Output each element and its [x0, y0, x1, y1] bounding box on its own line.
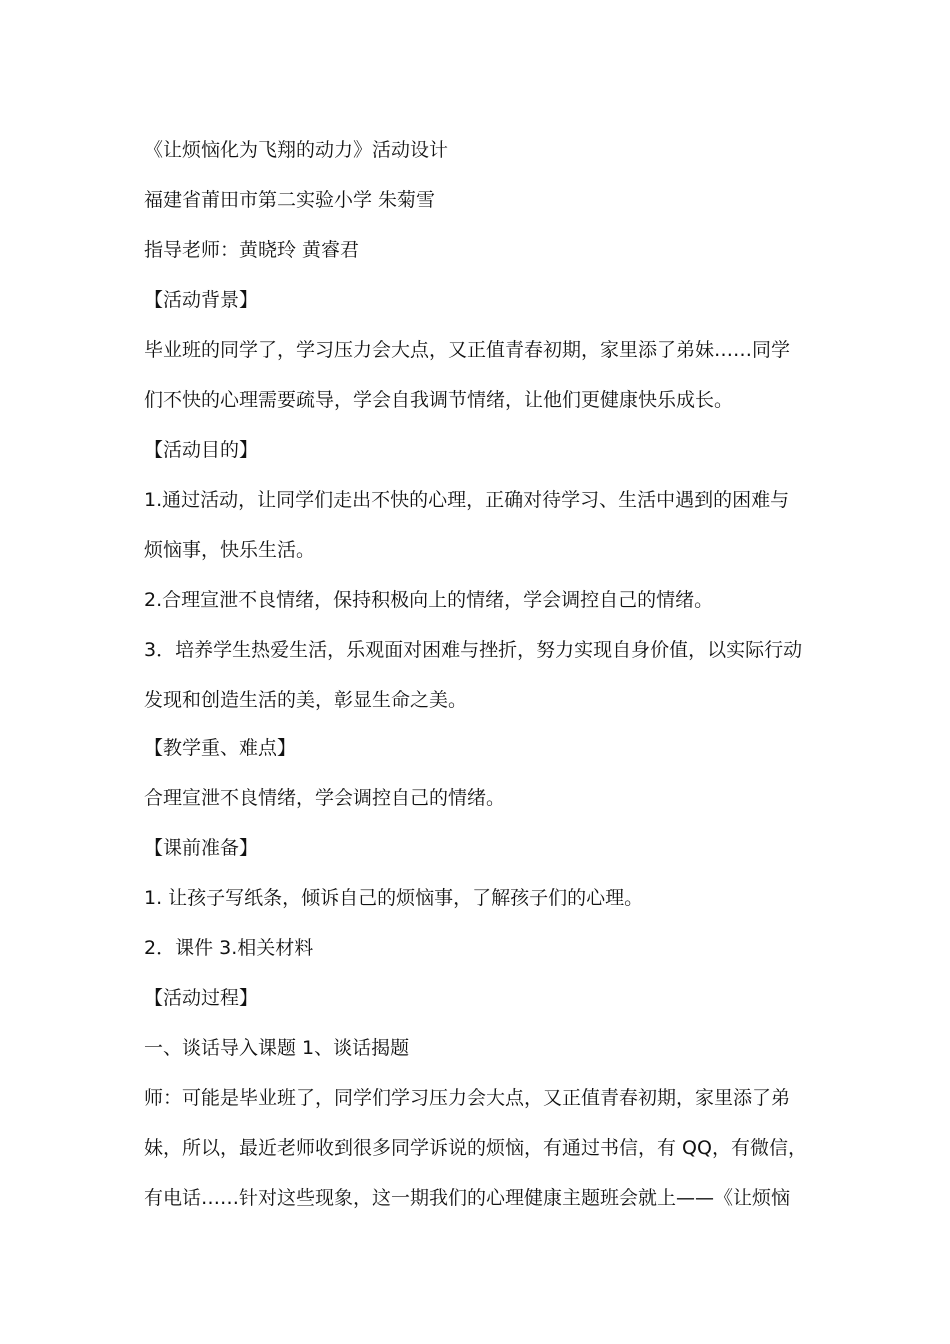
goal-3-line-2: 发现和创造生活的美，彰显生命之美。	[144, 689, 468, 711]
teacher-text-line-3: 有电话……针对这些现象，这一期我们的心理健康主题班会就上——《让烦恼	[144, 1187, 791, 1209]
goal-3-line-1: 3．培养学生热爱生活，乐观面对困难与挫折，努力实现自身价值，以实际行动	[144, 639, 803, 661]
key-points-text: 合理宣泄不良情绪，学会调控自己的情绪。	[144, 787, 506, 809]
process-step-1: 一、谈话导入课题 1、谈话揭题	[144, 1037, 410, 1059]
goals-heading: 【活动目的】	[144, 439, 259, 461]
advisor-line: 指导老师：黄晓玲 黄睿君	[144, 239, 360, 261]
teacher-text-line-2: 妹，所以，最近老师收到很多同学诉说的烦恼，有通过书信，有 QQ，有微信，	[144, 1137, 807, 1159]
goal-1-line-1: 1.通过活动，让同学们走出不快的心理，正确对待学习、生活中遇到的困难与	[144, 489, 790, 511]
prep-item-1: 1. 让孩子写纸条，倾诉自己的烦恼事，了解孩子们的心理。	[144, 887, 644, 909]
goal-2: 2.合理宣泄不良情绪，保持积极向上的情绪，学会调控自己的情绪。	[144, 589, 714, 611]
teacher-text-line-1: 师：可能是毕业班了，同学们学习压力会大点，又正值青春初期，家里添了弟	[144, 1087, 791, 1109]
background-text-line-1: 毕业班的同学了，学习压力会大点，又正值青春初期，家里添了弟妹……同学	[144, 339, 791, 361]
background-text-line-2: 们不快的心理需要疏导，学会自我调节情绪，让他们更健康快乐成长。	[144, 389, 734, 411]
background-heading: 【活动背景】	[144, 289, 259, 311]
document-title: 《让烦恼化为飞翔的动力》活动设计	[144, 139, 449, 161]
prep-heading: 【课前准备】	[144, 837, 259, 859]
key-points-heading: 【教学重、难点】	[144, 737, 297, 759]
process-heading: 【活动过程】	[144, 987, 259, 1009]
goal-1-line-2: 烦恼事，快乐生活。	[144, 539, 316, 561]
author-line: 福建省莆田市第二实验小学 朱菊雪	[144, 189, 436, 211]
prep-item-2: 2．课件 3.相关材料	[144, 937, 314, 959]
